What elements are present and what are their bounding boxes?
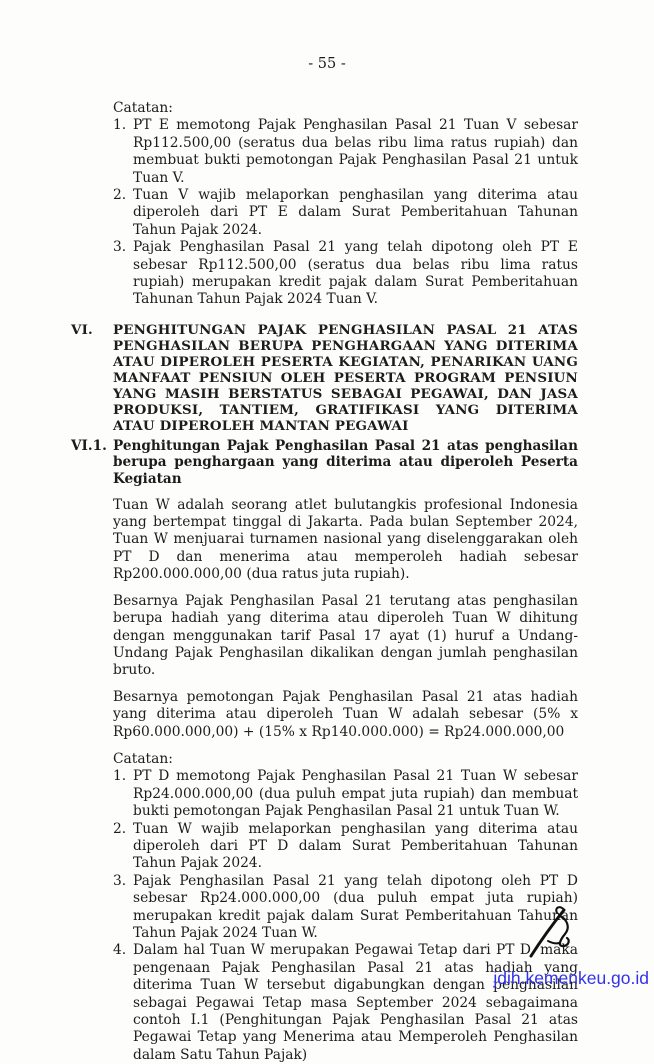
catatan-v-block bbox=[113, 100, 578, 309]
list-item bbox=[113, 821, 578, 873]
section-vi1-heading bbox=[71, 438, 578, 488]
section-vi1-number: VI.1. bbox=[71, 437, 107, 454]
list-item bbox=[113, 187, 578, 239]
list-item-text: Tuan W wajib melaporkan penghasilan yang diterima atau diperoleh dari PT D dalam Surat Pemberitahuan Tahunan Tahun Pajak 2024. bbox=[133, 820, 578, 872]
list-item-text: Tuan V wajib melaporkan penghasilan yang diterima atau diperoleh dari PT E dalam Surat Pemberitahuan Tahunan Tahun Pajak 2024. bbox=[133, 187, 578, 238]
list-item-number: 1. bbox=[113, 768, 127, 785]
list-item bbox=[113, 117, 578, 187]
list-item-text: PT D memotong Pajak Penghasilan Pasal 21 Tuan W sebesar Rp24.000.000,00 (dua puluh empat juta rupiah) dan membuat bukti pemotongan Pajak Penghasilan Pasal 21 untuk Tuan W. bbox=[133, 768, 578, 820]
footer-link[interactable]: jdih.kemenkeu.go.id bbox=[493, 968, 649, 988]
page-number: - 55 - bbox=[308, 56, 346, 72]
document-body bbox=[71, 100, 578, 1064]
list-item-number: 2. bbox=[113, 820, 127, 837]
list-item-text: Dalam hal Tuan W merupakan Pegawai Tetap dari PT D, maka pengenaan Pajak Penghasilan Pasal 21 atas hadiah yang diterima Tuan W tersebut digabungkan dengan penghasilan sebagai Pegawai Tetap masa September 2024 sebagaimana contoh I.1 (Penghitungan Pajak Penghasilan Pasal 21 atas Pegawai Tetap yang Menerima atau Memperoleh Penghasilan dalam Satu Tahun Pajak) bbox=[133, 942, 578, 1063]
list-item bbox=[113, 239, 578, 309]
list-item-text: Pajak Penghasilan Pasal 21 yang telah dipotong oleh PT E sebesar Rp112.500,00 (seratus dua belas ribu lima ratus rupiah) merupakan kredit pajak dalam Surat Pemberitahuan Tahunan Tahun Pajak 2024 Tuan V. bbox=[133, 239, 578, 308]
section-vi1-title: Penghitungan Pajak Penghasilan Pasal 21 atas penghasilan berupa penghargaan yang diterima atau diperoleh Peserta Kegiatan bbox=[113, 437, 578, 488]
list-item-text: Pajak Penghasilan Pasal 21 yang telah dipotong oleh PT D sebesar Rp24.000.000,00 (dua puluh empat juta rupiah) merupakan kredit pajak dalam Surat Pemberitahuan Tahunan Tahun Pajak 2024 Tuan W. bbox=[133, 872, 578, 941]
section-vi-heading bbox=[71, 322, 578, 434]
list-item-number: 3. bbox=[113, 872, 127, 889]
paragraph: Besarnya pemotongan Pajak Penghasilan Pasal 21 atas hadiah yang diterima atau diperoleh Tuan W adalah sebesar (5% x Rp60.000.000,00) + (15% x Rp140.000.000) = Rp24.000.000,00 bbox=[113, 688, 578, 740]
list-item-number: 4. bbox=[113, 942, 127, 959]
list-item-number: 2. bbox=[113, 187, 127, 204]
paragraph: Tuan W adalah seorang atlet bulutangkis profesional Indonesia yang bertempat tinggal di Jakarta. Pada bulan September 2024, Tuan W menjuarai turnamen nasional yang diselenggarakan oleh PT D dan menerima atau memperoleh hadiah sebesar Rp200.000.000,00 (dua ratus juta rupiah). bbox=[113, 496, 578, 583]
catatan-w-list bbox=[113, 768, 578, 1064]
list-item-number: 3. bbox=[113, 239, 127, 256]
list-item bbox=[113, 942, 578, 1064]
list-item-text: PT E memotong Pajak Penghasilan Pasal 21 Tuan V sebesar Rp112.500,00 (seratus dua belas ribu lima ratus rupiah) dan membuat bukti pemotongan Pajak Penghasilan Pasal 21 untuk Tuan V. bbox=[133, 117, 578, 186]
catatan-w-label: Catatan: bbox=[113, 750, 173, 767]
section-vi-number: VI. bbox=[71, 321, 93, 338]
catatan-v-label: Catatan: bbox=[113, 100, 173, 116]
list-item bbox=[113, 768, 578, 820]
list-item-number: 1. bbox=[113, 117, 127, 134]
list-item bbox=[113, 873, 578, 943]
paragraph: Besarnya Pajak Penghasilan Pasal 21 terutang atas penghasilan berupa hadiah yang diterima atau diperoleh Tuan W dihitung dengan menggunakan tarif Pasal 17 ayat (1) huruf a Undang-Undang Pajak Penghasilan dikalikan dengan jumlah penghasilan bruto. bbox=[113, 592, 578, 679]
catatan-v-list bbox=[113, 117, 578, 308]
handwritten-initials-signature bbox=[524, 903, 588, 961]
catatan-w-block bbox=[113, 751, 578, 1064]
section-vi-title: PENGHITUNGAN PAJAK PENGHASILAN PASAL 21 ATAS PENGHASILAN BERUPA PENGHARGAAN YANG DITERIMA ATAU DIPEROLEH PESERTA KEGIATAN, PENARIKAN UANG MANFAAT PENSIUN OLEH PESERTA PROGRAM PENSIUN YANG MASIH BERSTATUS SEBAGAI PEGAWAI, DAN JASA PRODUKSI, TANTIEM, GRATIFIKASI YANG DITERIMA ATAU DIPEROLEH MANTAN PEGAWAI bbox=[113, 321, 578, 434]
